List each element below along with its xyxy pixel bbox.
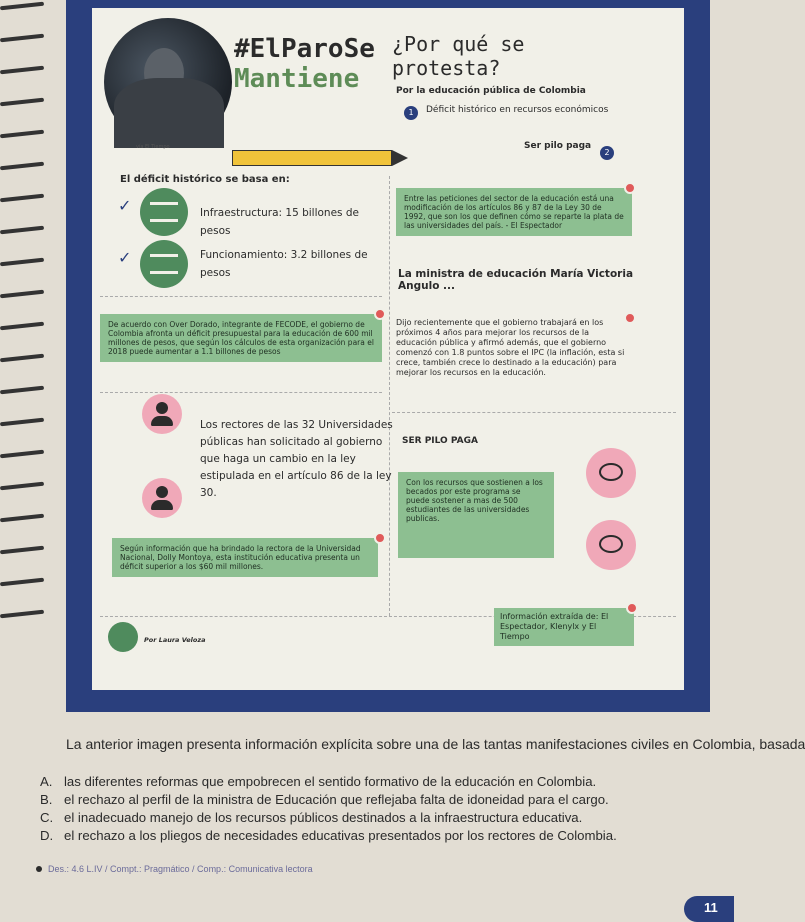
page-number: 11 bbox=[684, 896, 734, 922]
pencil-icon bbox=[232, 150, 392, 166]
minister-title bbox=[398, 268, 633, 292]
option-letter: B. bbox=[40, 792, 53, 807]
operation-line2: pesos bbox=[200, 267, 231, 279]
option-text: el inadecuado manejo de los recursos públicos destinados a la infraestructura educativa. bbox=[64, 810, 583, 825]
scholarship-box: Con los recursos que sostienen a los becados por este programa se puede sostener a mas de 500 estudiantes de las universidades publicas. bbox=[398, 472, 554, 558]
question-intro: La anterior imagen presenta información explícita sobre una de las tantas manifestaciones civiles en Colombia, basada bbox=[66, 736, 805, 752]
option-c[interactable] bbox=[40, 810, 582, 825]
option-a[interactable] bbox=[40, 774, 596, 789]
option-text: las diferentes reformas que empobrecen el sentido formativo de la educación en Colombia. bbox=[64, 774, 597, 789]
protest-question-title bbox=[392, 32, 524, 80]
deficit-heading: Déficit histórico en recursos económicos bbox=[426, 105, 609, 115]
photo-credit: vía El Tiempo bbox=[136, 144, 170, 150]
notebook-spiral bbox=[0, 0, 60, 700]
protest-photo bbox=[104, 18, 232, 146]
corner-dot bbox=[626, 602, 638, 614]
person-icon bbox=[142, 478, 182, 518]
check-icon: ✓ bbox=[118, 196, 132, 215]
corner-dot bbox=[374, 308, 386, 320]
minister-line2: Angulo ... bbox=[398, 280, 456, 292]
pencil-tip-icon bbox=[392, 150, 408, 166]
corner-dot bbox=[624, 312, 636, 324]
option-letter: D. bbox=[40, 828, 54, 843]
person-icon bbox=[142, 394, 182, 434]
option-text: el rechazo al perfil de la ministra de Educación que reflejaba falta de idoneidad para el cargo. bbox=[64, 792, 609, 807]
subtitle: Por la educación pública de Colombia bbox=[396, 86, 586, 96]
minister-statement: Dijo recientemente que el gobierno trabajará en los próximos 4 años para mejorar los recursos de la educación pública y afirmó además, que el gobierno comenzó con 1.8 puntos sobre el IPC (la inflación, esta si crece, también crece lo destinado a la educación) para mejorar los recursos en la educación. bbox=[396, 318, 625, 377]
competence-text: Des.: 4.6 L.IV / Compt.: Pragmático / Comp.: Comunicativa lectora bbox=[48, 864, 313, 874]
divider bbox=[392, 412, 676, 413]
rectors-text: Los rectores de las 32 Universidades públicas han solicitado al gobierno que haga un cambio en la ley estipulada en el artículo 86 de la ley 30. bbox=[200, 419, 393, 499]
option-d[interactable] bbox=[40, 828, 617, 843]
infrastructure-line2: pesos bbox=[200, 225, 231, 237]
ser-pilo-badge: 2 bbox=[600, 146, 614, 160]
option-letter: C. bbox=[40, 810, 54, 825]
hashtag-line2: Mantiene bbox=[234, 64, 360, 94]
question-line2: protesta? bbox=[392, 56, 501, 80]
divider bbox=[100, 296, 382, 297]
option-letter: A. bbox=[40, 774, 53, 789]
infrastructure-item bbox=[200, 204, 390, 240]
petitions-box: Entre las peticiones del sector de la educación está una modificación de los artículos 86 y 87 de la Ley 30 de 1992, que son los que definen cómo se reparte la plata de las universidades del país. - El Espectador bbox=[396, 188, 632, 236]
divider bbox=[389, 176, 390, 616]
deficit-section-title: El déficit histórico se basa en: bbox=[120, 174, 290, 185]
thought-bubble-icon bbox=[586, 520, 636, 570]
hashtag-title bbox=[234, 34, 375, 94]
option-text: el rechazo a los pliegos de necesidades educativas presentados por los rectores de Colombia. bbox=[64, 828, 617, 843]
bullet-icon bbox=[36, 866, 42, 872]
infrastructure-icon bbox=[140, 188, 188, 236]
divider bbox=[100, 392, 382, 393]
operation-line1: Funcionamiento: 3.2 billones de bbox=[200, 249, 368, 261]
operation-item bbox=[200, 246, 390, 282]
competence-note bbox=[36, 864, 313, 874]
author-credit: Por Laura Veloza bbox=[144, 636, 206, 644]
minister-line1: La ministra de educación María Victoria bbox=[398, 268, 634, 280]
rector-box: Según información que ha brindado la rectora de la Universidad Nacional, Dolly Montoya, esta institución educativa presenta un déficit superior a los $60 mil millones. bbox=[112, 538, 378, 577]
source-box: Información extraída de: El Espectador, Klenylx y El Tiempo bbox=[494, 608, 634, 646]
ser-pilo-paga-heading: Ser pilo paga bbox=[524, 141, 592, 151]
question-line1: ¿Por qué se bbox=[392, 32, 525, 56]
option-b[interactable] bbox=[40, 792, 609, 807]
corner-dot bbox=[374, 532, 386, 544]
ser-pilo-paga-caps: SER PILO PAGA bbox=[402, 436, 478, 446]
infographic-sheet bbox=[92, 8, 684, 690]
hashtag-line1: #ElParoSe bbox=[234, 34, 375, 64]
infrastructure-line1: Infraestructura: 15 billones de bbox=[200, 207, 359, 219]
speech-bubble-icon bbox=[586, 448, 636, 498]
deficit-badge: 1 bbox=[404, 106, 418, 120]
check-icon: ✓ bbox=[118, 248, 132, 267]
corner-dot bbox=[624, 182, 636, 194]
operation-icon bbox=[140, 240, 188, 288]
fecode-box: De acuerdo con Over Dorado, integrante de FECODE, el gobierno de Colombia afronta un déficit presupuestal para la educación de 600 mil millones de pesos, que según los cálculos de esta organización para el 2018 puede aumentar a 1.1 billones de pesos bbox=[100, 314, 382, 362]
author-icon bbox=[108, 622, 138, 652]
